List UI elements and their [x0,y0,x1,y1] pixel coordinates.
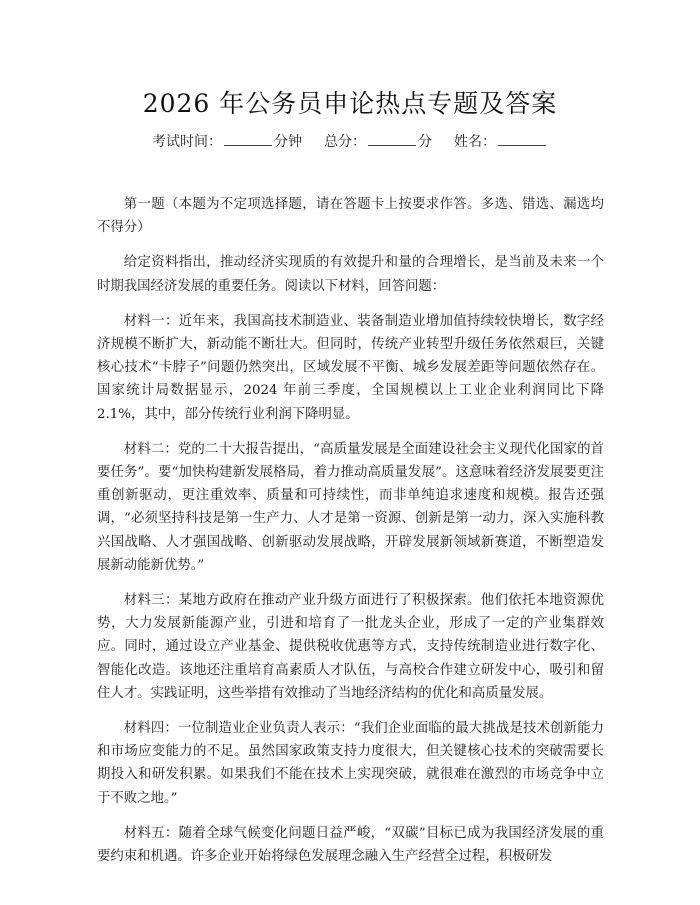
question-heading: 第一题（本题为不定项选择题，请在答题卡上按要求作答。多选、错选、漏选均不得分） [97,197,604,236]
document-body [97,193,604,880]
name-label: 姓名： [454,134,496,150]
material-one: 材料一：近年来，我国高技术制造业、装备制造业增加值持续较快增长，数字经济规模不断扩大，新动能不断壮大。但同时，传统产业转型升级任务依然艰巨，关键核心技术“卡脖子”问题仍然突出，区域发展不平衡、城乡发展差距等问题依然存在。国家统计局数据显示，2024 年前三季度，全国规模以上工业企业利润同比下降 2.1%，其中，部分传统行业利润下降明显。 [97,313,604,422]
material-four: 材料四：一位制造业企业负责人表示：“我们企业面临的最大挑战是技术创新能力和市场应变能力的不足。虽然国家政策支持力度很大，但关键核心技术的突破需要长期投入和研发积累。如果我们不能在技术上实现突破，就很难在激烈的市场竞争中立于不败之地。” [97,721,604,806]
time-label: 考试时间： [152,134,222,150]
score-blank[interactable] [368,133,416,146]
material-three: 材料三：某地方政府在推动产业升级方面进行了积极探索。他们依托本地资源优势，大力发展新能源产业，引进和培育了一批龙头企业，形成了一定的产业集群效应。同时，通过设立产业基金、提供税收优惠等方式，支持传统制造业进行数字化、智能化改造。该地还注重培育高素质人才队伍，与高校合作建立研发中心，吸引和留住人才。实践证明，这些举措有效推动了当地经济结构的优化和高质量发展。 [97,593,604,701]
intro-paragraph: 给定资料指出，推动经济实现质的有效提升和量的合理增长，是当前及未来一个时期我国经济发展的重要任务。阅读以下材料，回答问题： [97,255,604,294]
time-blank[interactable] [224,133,272,146]
score-label: 总分： [324,134,366,150]
exam-meta-line [0,131,700,151]
material-five: 材料五：随着全球气候变化问题日益严峻，“双碳”目标已成为我国经济发展的重要约束和机遇。许多企业开始将绿色发展理念融入生产经营全过程，积极研发 [97,825,604,865]
document-title: 2026 年公务员申论热点专题及答案 [142,89,558,118]
score-unit: 分 [418,134,432,150]
name-blank[interactable] [498,133,546,146]
material-two: 材料二：党的二十大报告提出，“高质量发展是全面建设社会主义现代化国家的首要任务”。要“加快构建新发展格局，着力推动高质量发展”。这意味着经济发展要更注重创新驱动，更注重效率、质量和可持续性，而非单纯追求速度和规模。报告还强调，“必须坚持科技是第一生产力、人才是第一资源、创新是第一动力，深入实施科教兴国战略、人才强国战略、创新驱动发展战略，开辟发展新领域新赛道，不断塑造发展新动能新优势。” [97,441,604,573]
time-unit: 分钟 [274,134,302,150]
